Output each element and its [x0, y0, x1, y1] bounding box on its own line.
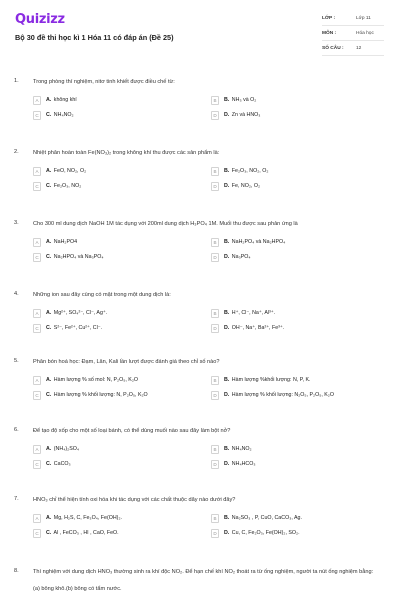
option-letter-box[interactable]: D: [211, 324, 219, 333]
option-value: OH⁻, Na⁺, Ba²⁺, Fe³⁺.: [231, 325, 285, 331]
question-text: Để tạo độ xốp cho một số loại bánh, có thể dùng muối nào sau đây làm bột nở?: [33, 428, 231, 434]
question-extra-text: (a) bông khô.(b) bông có tẩm nước.: [33, 586, 122, 592]
question-text: Cho 300 ml dung dịch NaOH 1M tác dụng với 200ml dung dịch H₃PO₄ 1M. Muối thu được sau phản ứng là: [33, 221, 298, 227]
option-value: CaCO₃: [53, 461, 71, 467]
option-value: NH₄HCO₃: [231, 461, 256, 467]
option-text: [46, 515, 122, 521]
question-number: 2.: [14, 149, 19, 155]
option-text: [224, 239, 285, 245]
answer-options: [33, 444, 385, 469]
option-text: [46, 254, 104, 260]
option-value: NaH₂PO₄ và Na₂HPO₄: [231, 239, 286, 245]
option-text: [224, 446, 252, 452]
option-value: FeO, NO₂, O₂: [53, 168, 87, 174]
option-key: D.: [224, 530, 230, 536]
option-key: A.: [46, 239, 52, 245]
question-number: 1.: [14, 78, 19, 84]
meta-row-count: [322, 42, 384, 56]
option-text: [224, 168, 268, 174]
option-value: Mg²⁺, SO₄²⁻, Cl⁻, Ag⁺.: [53, 310, 108, 316]
answer-option[interactable]: [211, 459, 385, 469]
meta-label: LỚP :: [322, 16, 336, 21]
answer-option[interactable]: [211, 95, 385, 105]
option-letter-box[interactable]: B: [211, 96, 219, 105]
meta-label: SỐ CÂU :: [322, 46, 344, 51]
option-value: Mg, H₂S, C, Fe₃O₄, Fe(OH)₂.: [53, 515, 122, 521]
option-key: B.: [224, 515, 230, 521]
question-item: [0, 220, 400, 262]
answer-option[interactable]: [211, 237, 385, 247]
option-key: A.: [46, 515, 52, 521]
option-letter-box[interactable]: A: [33, 445, 41, 454]
option-letter-box[interactable]: C: [33, 391, 41, 400]
option-letter-box[interactable]: A: [33, 238, 41, 247]
question-item: [0, 568, 400, 593]
option-key: A.: [46, 168, 52, 174]
option-text: [46, 392, 148, 398]
question-number: 7.: [14, 496, 19, 502]
option-value: H⁺, Cl⁻, Na⁺, Al³⁺.: [231, 310, 276, 316]
answer-option[interactable]: [33, 181, 207, 191]
answer-option[interactable]: [211, 390, 385, 400]
meta-value: 12: [356, 46, 362, 51]
option-key: B.: [224, 446, 230, 452]
option-letter-box[interactable]: A: [33, 309, 41, 318]
option-key: C.: [46, 112, 52, 118]
answer-options: [33, 166, 385, 191]
answer-option[interactable]: [33, 95, 207, 105]
question-text: Nhiệt phân hoàn toàn Fe(NO₃)₂ trong không khí thu được các sản phẩm là:: [33, 150, 220, 156]
option-key: B.: [224, 97, 230, 103]
option-text: [224, 392, 334, 398]
quizizz-logo: Quizizz: [15, 12, 65, 27]
meta-panel: [322, 12, 384, 57]
answer-option[interactable]: [33, 528, 207, 538]
option-letter-box[interactable]: D: [211, 111, 219, 120]
answer-option[interactable]: [33, 390, 207, 400]
option-key: C.: [46, 325, 52, 331]
option-key: D.: [224, 392, 230, 398]
option-key: B.: [224, 377, 230, 383]
answer-option[interactable]: [33, 237, 207, 247]
option-text: [46, 183, 81, 189]
question-number: 4.: [14, 291, 19, 297]
option-letter-box[interactable]: B: [211, 445, 219, 454]
question-item: [0, 358, 400, 400]
question-item: [0, 427, 400, 469]
option-value: Zn và HNO₃: [231, 112, 261, 118]
answer-option[interactable]: [211, 252, 385, 262]
answer-option[interactable]: [211, 166, 385, 176]
option-key: B.: [224, 310, 230, 316]
question-text: HNO₃ chỉ thể hiện tính oxi hóa khi tác dụng với các chất thuộc dãy nào dưới đây?: [33, 497, 236, 503]
answer-options: [33, 375, 385, 400]
answer-option[interactable]: [33, 308, 207, 318]
option-value: Al , FeCO₃ , HI , CaO, FeO.: [53, 530, 119, 536]
document-title: Bộ 30 đề thi học kì 1 Hóa 11 có đáp án (Đề 25): [15, 33, 174, 42]
question-text: Phân bón hoá học: Đạm, Lân, Kali lần lượt được đánh giá theo chỉ số nào?: [33, 359, 220, 365]
option-text: [224, 310, 275, 316]
worksheet-header: [0, 0, 400, 66]
answer-option[interactable]: [211, 513, 385, 523]
option-letter-box[interactable]: D: [211, 391, 219, 400]
option-value: Cu, C, Fe₂O₃, Fe(OH)₂, SO₂.: [231, 530, 300, 536]
option-key: A.: [46, 97, 52, 103]
question-item: [0, 496, 400, 538]
question-item: [0, 149, 400, 191]
option-letter-box[interactable]: B: [211, 167, 219, 176]
option-key: A.: [46, 377, 52, 383]
option-text: [46, 530, 119, 536]
answer-options: [33, 513, 385, 538]
meta-value: Hóa học: [356, 31, 374, 36]
option-letter-box[interactable]: A: [33, 96, 41, 105]
option-letter-box[interactable]: B: [211, 309, 219, 318]
question-text: Những ion sau đây cùng có mặt trong một dung dịch là:: [33, 292, 171, 298]
answer-options: [33, 237, 385, 262]
option-key: C.: [46, 254, 52, 260]
option-key: A.: [46, 310, 52, 316]
option-text: [46, 377, 138, 383]
option-letter-box[interactable]: D: [211, 460, 219, 469]
answer-option[interactable]: [211, 375, 385, 385]
answer-option[interactable]: [33, 513, 207, 523]
option-value: S²⁻, Fe²⁺, Cu²⁺, Cl⁻.: [53, 325, 103, 331]
option-letter-box[interactable]: C: [33, 182, 41, 191]
answer-options: [33, 95, 385, 120]
option-letter-box[interactable]: B: [211, 376, 219, 385]
answer-option[interactable]: [211, 308, 385, 318]
option-text: [46, 446, 79, 452]
question-text: Thí nghiệm với dung dịch HNO₃ thường sinh ra khí độc NO₂. Để hạn chế khí NO₂ thoát ra từ ống nghiệm, người ta nút ống nghiệm bằng:: [33, 569, 374, 575]
option-value: Hàm lượng %khối lượng: N, P, K.: [231, 377, 311, 383]
option-letter-box[interactable]: A: [33, 376, 41, 385]
answer-option[interactable]: [211, 110, 385, 120]
answer-option[interactable]: [211, 528, 385, 538]
option-text: [224, 97, 256, 103]
option-text: [224, 112, 260, 118]
question-number: 6.: [14, 427, 19, 433]
option-letter-box[interactable]: C: [33, 460, 41, 469]
meta-value: Lớp 11: [356, 16, 371, 21]
option-text: [224, 325, 284, 331]
option-letter-box[interactable]: C: [33, 529, 41, 538]
option-key: C.: [46, 530, 52, 536]
option-value: NH₄NO₂: [231, 446, 252, 452]
meta-row-subject: [322, 27, 384, 41]
question-number: 5.: [14, 358, 19, 364]
option-key: D.: [224, 254, 230, 260]
option-letter-box[interactable]: C: [33, 111, 41, 120]
option-text: [224, 254, 251, 260]
option-letter-box[interactable]: D: [211, 529, 219, 538]
answer-option[interactable]: [33, 110, 207, 120]
option-value: Fe₂O₃, NO₂, O₂: [231, 168, 269, 174]
option-text: [224, 515, 302, 521]
option-key: A.: [46, 446, 52, 452]
option-key: C.: [46, 392, 52, 398]
option-value: Hàm lượng % số mol: N, P₂O₅, K₂O: [53, 377, 139, 383]
option-value: Na₂SO₃ , P, CuO, CaCO₃, Ag.: [231, 515, 302, 521]
option-letter-box[interactable]: C: [33, 324, 41, 333]
option-value: NH₃ và O₂: [231, 97, 257, 103]
question-item: [0, 291, 400, 333]
answer-option[interactable]: [33, 444, 207, 454]
option-value: Hàm lượng % khối lượng: N, P₂O₅, K₂O: [53, 392, 148, 398]
option-value: Hàm lượng % khối lượng: N₂O₅, P₂O₅, K₂O: [231, 392, 334, 398]
option-text: [224, 530, 300, 536]
meta-label: MÔN :: [322, 31, 337, 36]
option-letter-box[interactable]: D: [211, 253, 219, 262]
answer-option[interactable]: [33, 166, 207, 176]
answer-option[interactable]: [33, 459, 207, 469]
option-text: [224, 461, 256, 467]
option-text: [224, 377, 311, 383]
answer-option[interactable]: [33, 252, 207, 262]
answer-option[interactable]: [211, 444, 385, 454]
option-text: [224, 183, 260, 189]
option-key: B.: [224, 168, 230, 174]
answer-option[interactable]: [33, 323, 207, 333]
option-text: [46, 310, 107, 316]
option-text: [46, 239, 77, 245]
option-key: D.: [224, 112, 230, 118]
option-key: D.: [224, 183, 230, 189]
option-key: C.: [46, 461, 52, 467]
option-key: D.: [224, 461, 230, 467]
option-letter-box[interactable]: B: [211, 238, 219, 247]
option-letter-box[interactable]: A: [33, 514, 41, 523]
option-value: Na₃PO₄: [231, 254, 251, 260]
option-text: [46, 97, 77, 103]
option-value: Na₂HPO₄ và Na₃PO₄: [53, 254, 104, 260]
option-text: [46, 461, 71, 467]
option-letter-box[interactable]: B: [211, 514, 219, 523]
option-letter-box[interactable]: C: [33, 253, 41, 262]
answer-option[interactable]: [211, 323, 385, 333]
option-key: D.: [224, 325, 230, 331]
answer-options: [33, 308, 385, 333]
option-value: NaH₂PO4: [53, 239, 78, 245]
option-key: B.: [224, 239, 230, 245]
option-letter-box[interactable]: D: [211, 182, 219, 191]
option-text: [46, 168, 86, 174]
option-value: NH₄NO₂: [53, 112, 74, 118]
question-number: 3.: [14, 220, 19, 226]
option-letter-box[interactable]: A: [33, 167, 41, 176]
meta-row-class: [322, 12, 384, 26]
option-value: (NH₄)₂SO₄: [53, 446, 80, 452]
question-text: Trong phòng thí nghiệm, nitơ tinh khiết được điều chế từ:: [33, 79, 175, 85]
option-text: [46, 325, 102, 331]
question-item: [0, 78, 400, 120]
answer-option[interactable]: [211, 181, 385, 191]
option-key: C.: [46, 183, 52, 189]
option-value: Fe, NO₂, O₂: [231, 183, 261, 189]
answer-option[interactable]: [33, 375, 207, 385]
option-text: [46, 112, 74, 118]
option-value: Fe₂O₃, NO₂: [53, 183, 82, 189]
option-value: không khí: [53, 97, 77, 103]
question-number: 8.: [14, 568, 19, 574]
